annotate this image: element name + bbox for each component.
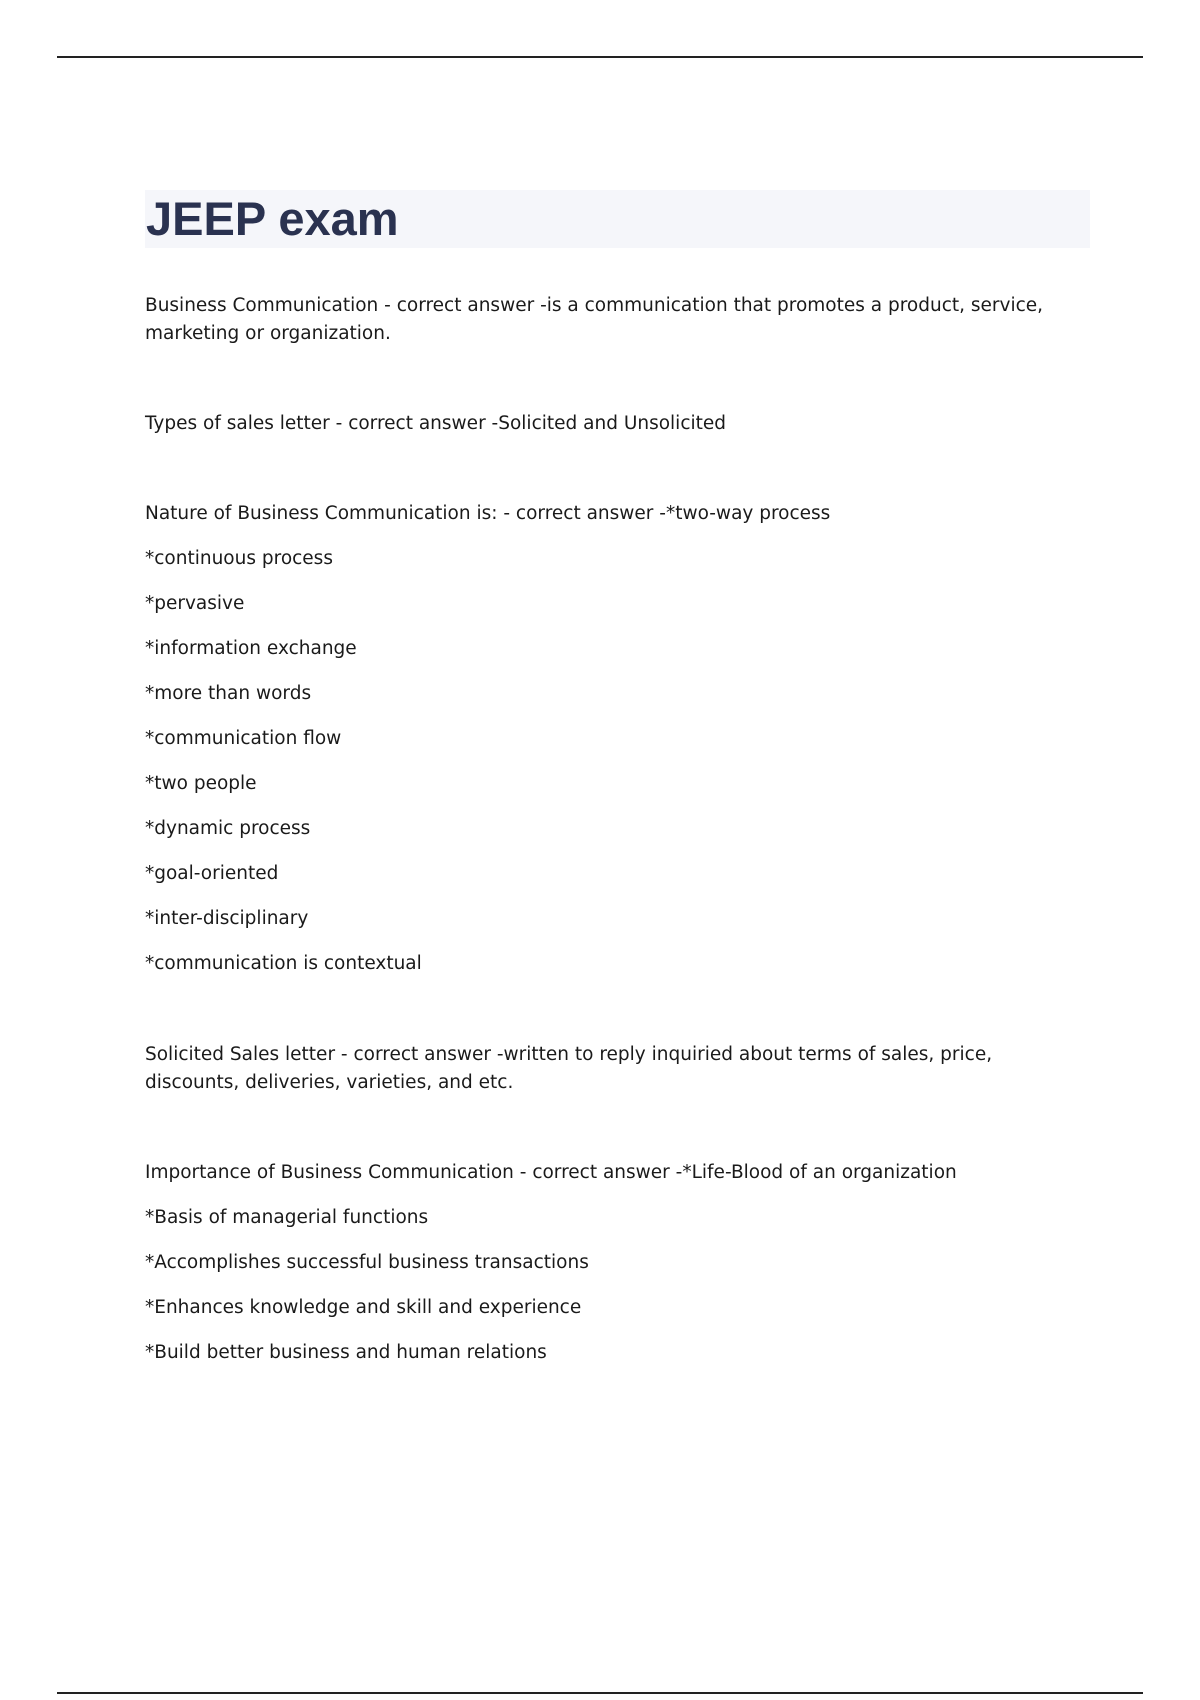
list-item: *Enhances knowledge and skill and experience [145, 1297, 582, 1318]
qa-text: Importance of Business Communication - correct answer -*Life-Blood of an organization [145, 1162, 957, 1183]
qa-text: Solicited Sales letter - correct answer -written to reply inquiried about terms of sales, price, discounts, deliveries, varieties, and etc. [145, 1044, 993, 1093]
list-item: *inter-disciplinary [145, 908, 309, 929]
qa-entry-solicited-sales-letter [145, 1041, 1075, 1097]
qa-entry-types-of-sales-letter [145, 410, 1075, 438]
list-item: *two people [145, 773, 257, 794]
list-item: *Basis of managerial functions [145, 1207, 429, 1228]
document-body [145, 292, 1075, 1367]
list-item: *communication is contextual [145, 953, 422, 974]
qa-entry-importance-of-business-communication [145, 1159, 1075, 1367]
list-item: *Build better business and human relations [145, 1342, 547, 1363]
qa-text: Nature of Business Communication is: - correct answer -*two-way process [145, 503, 831, 524]
footer-rule [57, 1692, 1143, 1694]
list-item: *pervasive [145, 593, 245, 614]
list-item: *more than words [145, 683, 312, 704]
list-item: *dynamic process [145, 818, 311, 839]
list-item: *communication flow [145, 728, 342, 749]
document-title: JEEP exam [146, 192, 399, 245]
qa-text: Types of sales letter - correct answer -Solicited and Unsolicited [145, 413, 727, 434]
qa-entry-nature-of-business-communication [145, 500, 1075, 978]
list-item: *continuous process [145, 548, 333, 569]
list-item: *information exchange [145, 638, 357, 659]
qa-text: Business Communication - correct answer -is a communication that promotes a product, service, marketing or organization. [145, 295, 1044, 344]
qa-entry-business-communication [145, 292, 1075, 348]
list-item: *Accomplishes successful business transactions [145, 1252, 589, 1273]
header-rule [57, 56, 1143, 58]
list-item: *goal-oriented [145, 863, 279, 884]
